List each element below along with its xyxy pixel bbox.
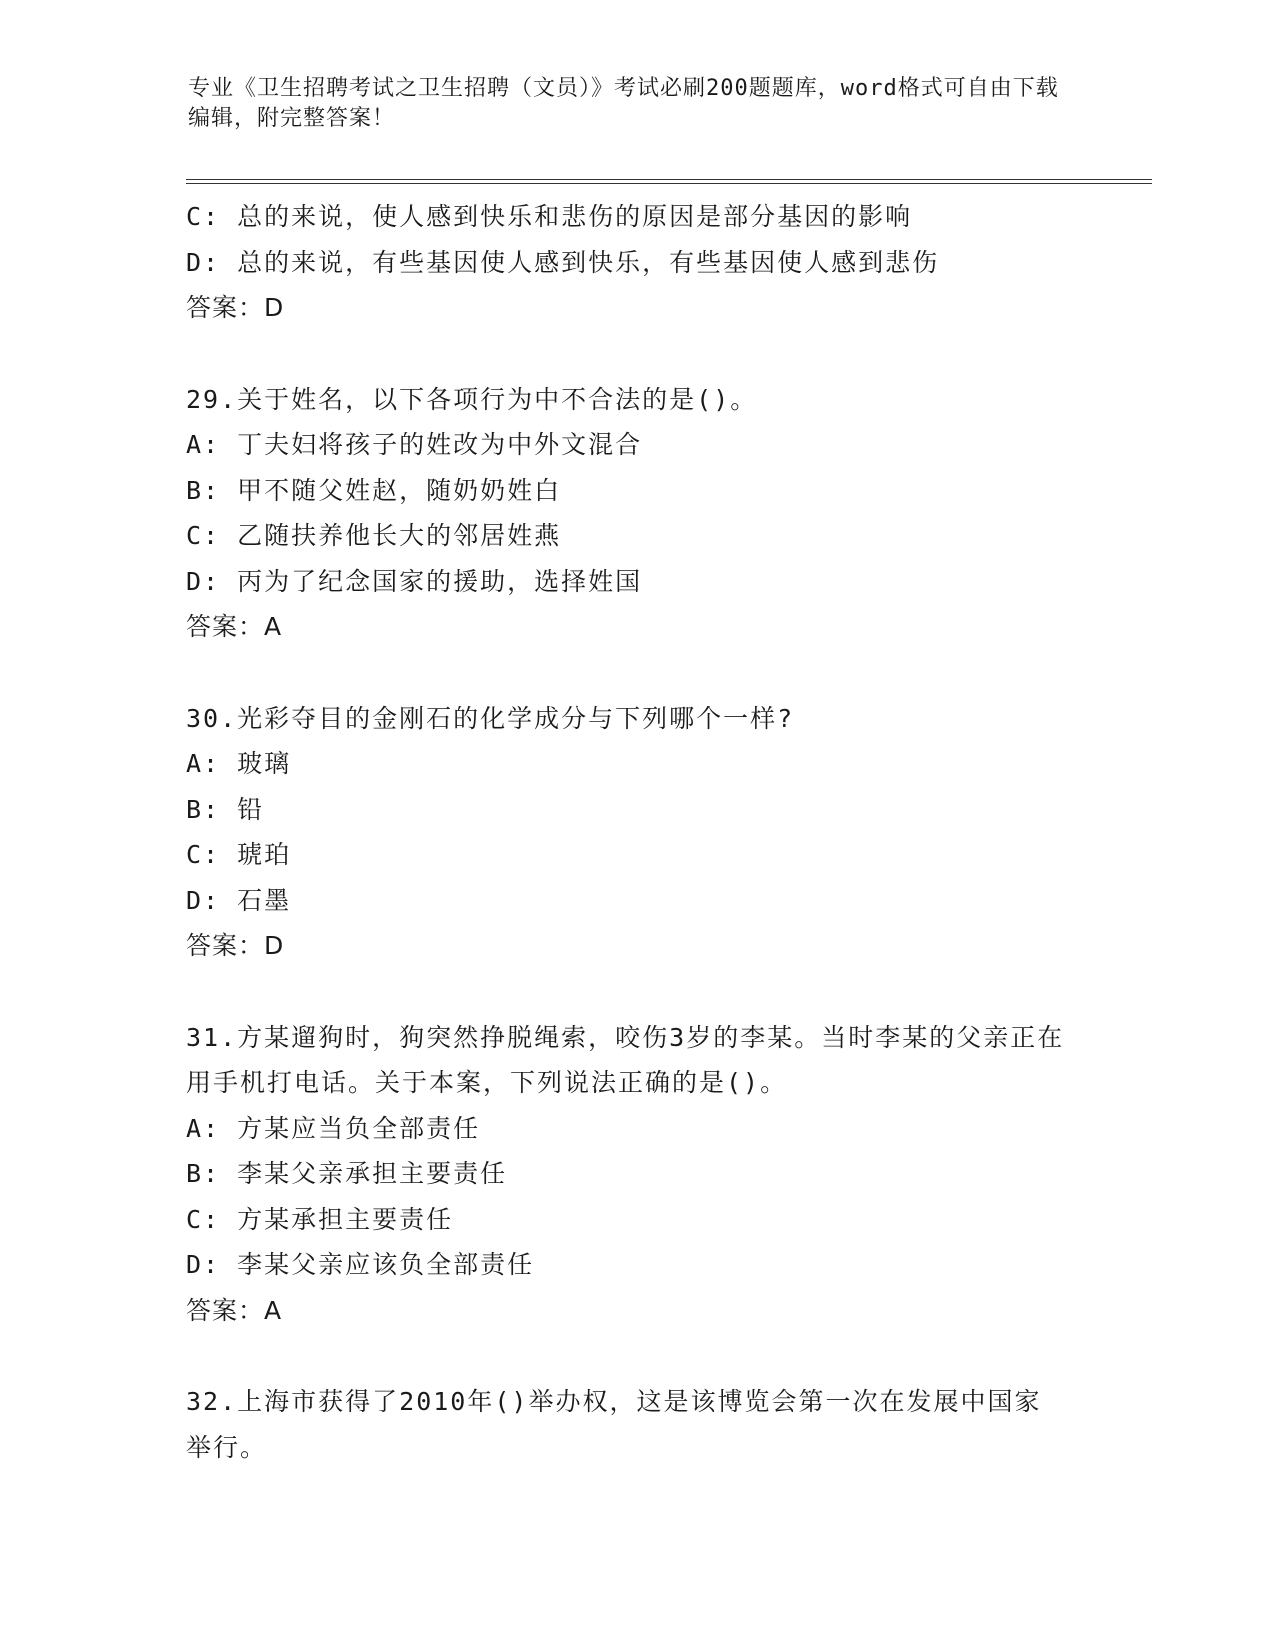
option-b: B: 李某父亲承担主要责任 [186,1159,508,1188]
question-list [186,194,1086,1470]
question-31 [186,1015,1086,1334]
answer: 答案：A [186,612,283,641]
option-b: B: 甲不随父姓赵，随奶奶姓白 [186,475,562,505]
option-d: D: 丙为了纪念国家的援助，选择姓国 [186,566,643,596]
option-a: A: 丁夫妇将孩子的姓改为中外文混合 [186,430,643,459]
answer: 答案：D [186,293,285,322]
spacer [186,969,1086,1015]
option-c: C: 琥珀 [186,840,292,869]
question-32 [186,1379,1086,1470]
option-d: D: 石墨 [186,885,292,915]
option-d: D: 总的来说，有些基因使人感到快乐，有些基因使人感到悲伤 [186,247,940,277]
option-a: A: 方某应当负全部责任 [186,1113,481,1143]
header-rule-top [186,179,1152,180]
answer: 答案：A [186,1295,283,1325]
question-title: 30.光彩夺目的金刚石的化学成分与下列哪个一样? [186,703,795,733]
option-c: C: 乙随扶养他长大的邻居姓燕 [186,521,562,550]
option-b: B: 铅 [186,794,265,824]
spacer [186,331,1086,377]
question-29 [186,377,1086,650]
spacer [186,650,1086,696]
question-28-continued [186,194,1086,331]
answer: 答案：D [186,931,285,960]
option-d: D: 李某父亲应该负全部责任 [186,1250,535,1279]
option-c: C: 总的来说，使人感到快乐和悲伤的原因是部分基因的影响 [186,202,913,231]
question-30 [186,696,1086,969]
question-title: 32.上海市获得了2010年()举办权，这是该博览会第一次在发展中国家举行。 [186,1387,1042,1462]
question-title: 29.关于姓名，以下各项行为中不合法的是()。 [186,384,758,414]
option-a: A: 玻璃 [186,749,292,778]
header-rule-bottom [186,183,1152,184]
spacer [186,1333,1086,1379]
option-c: C: 方某承担主要责任 [186,1204,454,1234]
document-header: 专业《卫生招聘考试之卫生招聘（文员）》考试必刷200题题库，word格式可自由下载编辑，附完整答案！ [188,76,1059,131]
question-title: 31.方某遛狗时，狗突然挣脱绳索，咬伤3岁的李某。当时李某的父亲正在用手机打电话。关于本案，下列说法正确的是()。 [186,1022,1065,1097]
